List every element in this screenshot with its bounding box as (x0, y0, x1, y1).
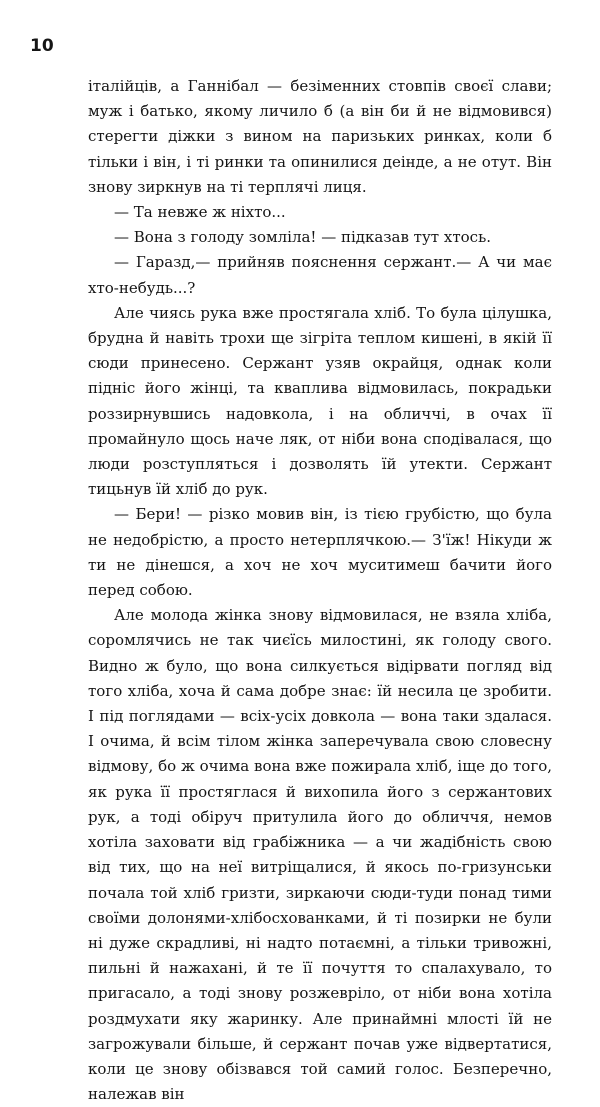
body-text (88, 74, 552, 1107)
paragraph: Але чиясь рука вже простягала хліб. То була цілушка, брудна й навіть трохи ще зігріта теплом кишені, в якій її сюди принесено. Сержант узяв окрайця, однак коли підніс його жінці, та кваплива відмовилась, покрадьки роззирнувшись надовкола, і на обличчі, в очах її промайнуло щось наче ляк, от ніби вона сподівалася, що люди розступляться і дозволять їй утекти. Сержант тицьнув їй хліб до рук. (88, 303, 552, 499)
paragraph: — Вона з голоду зомліла! — підказав тут хтось. (114, 228, 491, 247)
paragraph: італійців, а Ганнібал — безіменних стовпів своєї слави; муж і батько, якому личило б (а він би й не відмовився) стерегти діжки з вином на паризьких ринках, коли б тільки і він, і ті ринки та опинилися деінде, а не отут. Він знову зиркнув на ті терплячі лиця. (88, 77, 552, 196)
paragraph: — Бери! — різко мовив він, із тією грубістю, що була не недобрістю, а просто нетерплячкою.— З'їж! Нікуди ж ти не дінешся, а хоч не хоч муситимеш бачити його перед собою. (88, 505, 552, 600)
paragraph: Але молода жінка знову відмовилася, не взяла хліба, соромлячись не так чиєїсь милостині, як голоду свого. Видно ж було, що вона силкується відірвати погляд від того хліба, хоча й сама добре знає: їй несила це зробити. І під поглядами — всіх-усіх довкола — вона таки здалася. І очима, й всім тілом жінка заперечувала свою словесну відмову, бо ж очима вона вже пожирала хліб, іще до того, як рука її простяглася й вихопила його з сержантових рук, а тоді обіруч притулила його до обличчя, немов хотіла заховати від грабіжника — а чи жадібність свою від тих, що на неї витріщалися, й якось по-гризунськи почала той хліб гризти, зиркаючи сюди-туди понад тими своїми долонями-хлібосхованками, й ті позирки не були ні дуже скрадливі, ні надто потаємні, а тільки тривожні, пильні й нажахані, й те її почуття то спалахувало, то пригасало, а тоді знову розжевріло, от ніби вона хотіла роздмухати яку жаринку. Але принаймні млості їй не загрожували більше, й сержант почав уже відвертатися, коли це знову обізвався той самий голос. Безперечно, належав він (88, 606, 552, 1104)
page-number: 10 (30, 36, 54, 56)
paragraph: — Гаразд,— прийняв пояснення сержант.— А чи має хто-небудь...? (88, 253, 552, 297)
paragraph: — Та невже ж ніхто... (114, 203, 286, 222)
